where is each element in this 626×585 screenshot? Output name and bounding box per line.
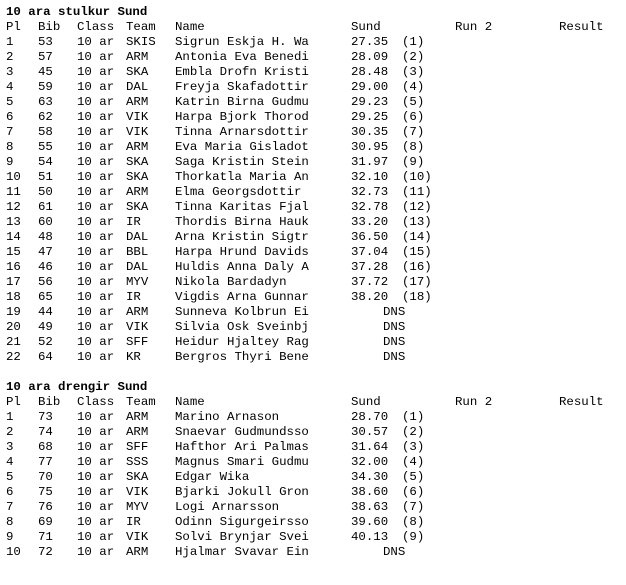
- cell-pl: 8: [6, 140, 14, 154]
- cell-name: Huldis Anna Daly A: [175, 260, 309, 274]
- cell-time: 31.64: [351, 440, 389, 454]
- cell-bib: 45: [38, 65, 53, 79]
- cell-bib: 52: [38, 335, 53, 349]
- table-row: [6, 455, 620, 470]
- header-class: Class: [77, 395, 115, 409]
- cell-name: Harpa Bjork Thorod: [175, 110, 309, 124]
- table-row: [6, 155, 620, 170]
- cell-bib: 49: [38, 320, 53, 334]
- cell-class: 10 ar: [77, 545, 115, 559]
- cell-rank: (1): [402, 35, 425, 49]
- table-row: [6, 125, 620, 140]
- cell-class: 10 ar: [77, 320, 115, 334]
- cell-time: 32.73: [351, 185, 389, 199]
- cell-time: 37.72: [351, 275, 389, 289]
- cell-class: 10 ar: [77, 230, 115, 244]
- cell-time: 29.00: [351, 80, 389, 94]
- cell-team: SKA: [126, 65, 149, 79]
- cell-bib: 48: [38, 230, 53, 244]
- cell-team: SSS: [126, 455, 149, 469]
- cell-pl: 3: [6, 65, 14, 79]
- table-row: [6, 185, 620, 200]
- cell-name: Freyja Skafadottir: [175, 80, 309, 94]
- cell-team: ARM: [126, 410, 149, 424]
- cell-name: Sigrun Eskja H. Wa: [175, 35, 309, 49]
- cell-team: ARM: [126, 185, 149, 199]
- cell-rank: (12): [402, 200, 432, 214]
- cell-bib: 50: [38, 185, 53, 199]
- header-team: Team: [126, 20, 156, 34]
- cell-dns: DNS: [383, 320, 406, 334]
- cell-pl: 8: [6, 515, 14, 529]
- cell-time: 38.63: [351, 500, 389, 514]
- cell-rank: (1): [402, 410, 425, 424]
- cell-class: 10 ar: [77, 530, 115, 544]
- cell-name: Elma Georgsdottir: [175, 185, 302, 199]
- cell-class: 10 ar: [77, 335, 115, 349]
- cell-pl: 17: [6, 275, 21, 289]
- cell-class: 10 ar: [77, 290, 115, 304]
- table-row: [6, 410, 620, 425]
- table-row: [6, 500, 620, 515]
- cell-name: Odinn Sigurgeirsso: [175, 515, 309, 529]
- cell-team: DAL: [126, 260, 149, 274]
- table-row: [6, 95, 620, 110]
- cell-class: 10 ar: [77, 215, 115, 229]
- table-row: [6, 545, 620, 560]
- cell-class: 10 ar: [77, 275, 115, 289]
- cell-time: 29.25: [351, 110, 389, 124]
- cell-time: 29.23: [351, 95, 389, 109]
- cell-pl: 6: [6, 485, 14, 499]
- header-class: Class: [77, 20, 115, 34]
- header-bib: Bib: [38, 20, 61, 34]
- cell-pl: 2: [6, 425, 14, 439]
- cell-rank: (4): [402, 455, 425, 469]
- cell-class: 10 ar: [77, 470, 115, 484]
- cell-bib: 62: [38, 110, 53, 124]
- table-row: [6, 80, 620, 95]
- cell-name: Magnus Smari Gudmu: [175, 455, 309, 469]
- cell-pl: 7: [6, 125, 14, 139]
- cell-class: 10 ar: [77, 515, 115, 529]
- cell-team: MYV: [126, 275, 149, 289]
- cell-time: 31.97: [351, 155, 389, 169]
- cell-pl: 13: [6, 215, 21, 229]
- cell-name: Thorkatla Maria An: [175, 170, 309, 184]
- cell-class: 10 ar: [77, 35, 115, 49]
- cell-name: Tinna Karitas Fjal: [175, 200, 309, 214]
- cell-pl: 9: [6, 530, 14, 544]
- cell-time: 34.30: [351, 470, 389, 484]
- cell-team: SKA: [126, 170, 149, 184]
- cell-pl: 16: [6, 260, 21, 274]
- cell-team: IR: [126, 515, 141, 529]
- cell-class: 10 ar: [77, 170, 115, 184]
- table-row: [6, 350, 620, 365]
- cell-class: 10 ar: [77, 485, 115, 499]
- cell-pl: 20: [6, 320, 21, 334]
- cell-time: 37.04: [351, 245, 389, 259]
- cell-pl: 6: [6, 110, 14, 124]
- table-row: [6, 470, 620, 485]
- cell-rank: (8): [402, 515, 425, 529]
- cell-class: 10 ar: [77, 140, 115, 154]
- cell-team: SKIS: [126, 35, 156, 49]
- table-row: [6, 515, 620, 530]
- table-row: [6, 440, 620, 455]
- cell-pl: 1: [6, 410, 14, 424]
- table-row: [6, 335, 620, 350]
- cell-pl: 2: [6, 50, 14, 64]
- cell-rank: (2): [402, 425, 425, 439]
- cell-rank: (10): [402, 170, 432, 184]
- cell-class: 10 ar: [77, 260, 115, 274]
- table-header: [6, 20, 620, 35]
- cell-bib: 65: [38, 290, 53, 304]
- cell-name: Nikola Bardadyn: [175, 275, 287, 289]
- header-name: Name: [175, 395, 205, 409]
- cell-rank: (3): [402, 65, 425, 79]
- cell-dns: DNS: [383, 305, 406, 319]
- cell-class: 10 ar: [77, 200, 115, 214]
- cell-class: 10 ar: [77, 50, 115, 64]
- cell-pl: 11: [6, 185, 21, 199]
- cell-rank: (9): [402, 155, 425, 169]
- cell-pl: 22: [6, 350, 21, 364]
- cell-class: 10 ar: [77, 95, 115, 109]
- cell-time: 32.10: [351, 170, 389, 184]
- cell-time: 40.13: [351, 530, 389, 544]
- cell-rank: (11): [402, 185, 432, 199]
- table-row: [6, 485, 620, 500]
- cell-pl: 18: [6, 290, 21, 304]
- cell-bib: 64: [38, 350, 53, 364]
- cell-name: Solvi Brynjar Svei: [175, 530, 309, 544]
- table-row: [6, 215, 620, 230]
- cell-bib: 77: [38, 455, 53, 469]
- cell-time: 28.70: [351, 410, 389, 424]
- cell-class: 10 ar: [77, 440, 115, 454]
- cell-team: IR: [126, 290, 141, 304]
- cell-team: DAL: [126, 230, 149, 244]
- cell-team: SFF: [126, 335, 149, 349]
- cell-name: Hafthor Ari Palmas: [175, 440, 309, 454]
- cell-rank: (7): [402, 125, 425, 139]
- cell-time: 32.00: [351, 455, 389, 469]
- cell-time: 27.35: [351, 35, 389, 49]
- cell-pl: 9: [6, 155, 14, 169]
- cell-class: 10 ar: [77, 425, 115, 439]
- cell-team: SKA: [126, 470, 149, 484]
- cell-pl: 5: [6, 95, 14, 109]
- table-row: [6, 200, 620, 215]
- cell-bib: 58: [38, 125, 53, 139]
- cell-team: MYV: [126, 500, 149, 514]
- cell-bib: 63: [38, 95, 53, 109]
- cell-name: Heidur Hjaltey Rag: [175, 335, 309, 349]
- cell-bib: 54: [38, 155, 53, 169]
- cell-bib: 53: [38, 35, 53, 49]
- cell-pl: 7: [6, 500, 14, 514]
- cell-name: Bjarki Jokull Gron: [175, 485, 309, 499]
- cell-pl: 10: [6, 545, 21, 559]
- cell-rank: (8): [402, 140, 425, 154]
- cell-bib: 59: [38, 80, 53, 94]
- cell-team: DAL: [126, 80, 149, 94]
- table-row: [6, 230, 620, 245]
- cell-bib: 68: [38, 440, 53, 454]
- cell-name: Embla Drofn Kristi: [175, 65, 309, 79]
- cell-team: VIK: [126, 530, 149, 544]
- cell-rank: (18): [402, 290, 432, 304]
- table-row: [6, 170, 620, 185]
- cell-rank: (14): [402, 230, 432, 244]
- cell-team: ARM: [126, 545, 149, 559]
- cell-time: 32.78: [351, 200, 389, 214]
- cell-pl: 21: [6, 335, 21, 349]
- cell-class: 10 ar: [77, 245, 115, 259]
- cell-name: Marino Arnason: [175, 410, 280, 424]
- cell-time: 38.60: [351, 485, 389, 499]
- cell-team: VIK: [126, 125, 149, 139]
- cell-pl: 5: [6, 470, 14, 484]
- cell-dns: DNS: [383, 350, 406, 364]
- cell-team: VIK: [126, 320, 149, 334]
- results-section: [6, 380, 620, 560]
- cell-dns: DNS: [383, 335, 406, 349]
- cell-pl: 15: [6, 245, 21, 259]
- cell-bib: 47: [38, 245, 53, 259]
- cell-name: Tinna Arnarsdottir: [175, 125, 309, 139]
- table-row: [6, 305, 620, 320]
- cell-rank: (16): [402, 260, 432, 274]
- cell-bib: 70: [38, 470, 53, 484]
- cell-time: 30.57: [351, 425, 389, 439]
- cell-class: 10 ar: [77, 125, 115, 139]
- cell-time: 38.20: [351, 290, 389, 304]
- cell-pl: 4: [6, 455, 14, 469]
- table-row: [6, 140, 620, 155]
- cell-class: 10 ar: [77, 410, 115, 424]
- table-row: [6, 275, 620, 290]
- cell-name: Antonia Eva Benedi: [175, 50, 309, 64]
- cell-rank: (15): [402, 245, 432, 259]
- table-row: [6, 35, 620, 50]
- cell-name: Katrin Birna Gudmu: [175, 95, 309, 109]
- cell-class: 10 ar: [77, 65, 115, 79]
- cell-bib: 75: [38, 485, 53, 499]
- cell-rank: (17): [402, 275, 432, 289]
- cell-name: Hjalmar Svavar Ein: [175, 545, 309, 559]
- table-row: [6, 260, 620, 275]
- header-run2: Run 2: [455, 395, 493, 409]
- results-page: [6, 5, 620, 560]
- cell-name: Vigdis Arna Gunnar: [175, 290, 309, 304]
- cell-pl: 12: [6, 200, 21, 214]
- cell-bib: 57: [38, 50, 53, 64]
- cell-team: VIK: [126, 110, 149, 124]
- cell-time: 30.35: [351, 125, 389, 139]
- cell-team: ARM: [126, 305, 149, 319]
- cell-name: Logi Arnarsson: [175, 500, 280, 514]
- cell-time: 33.20: [351, 215, 389, 229]
- cell-class: 10 ar: [77, 305, 115, 319]
- cell-class: 10 ar: [77, 500, 115, 514]
- cell-pl: 19: [6, 305, 21, 319]
- cell-team: ARM: [126, 95, 149, 109]
- cell-team: ARM: [126, 50, 149, 64]
- section-title: 10 ara drengir Sund: [6, 380, 148, 394]
- table-row: [6, 110, 620, 125]
- cell-rank: (13): [402, 215, 432, 229]
- table-row: [6, 320, 620, 335]
- cell-pl: 4: [6, 80, 14, 94]
- cell-bib: 44: [38, 305, 53, 319]
- cell-team: ARM: [126, 140, 149, 154]
- table-row: [6, 290, 620, 305]
- cell-class: 10 ar: [77, 185, 115, 199]
- cell-name: Eva Maria Gisladot: [175, 140, 309, 154]
- header-sund: Sund: [351, 395, 381, 409]
- cell-name: Thordis Birna Hauk: [175, 215, 309, 229]
- cell-bib: 46: [38, 260, 53, 274]
- header-run2: Run 2: [455, 20, 493, 34]
- cell-class: 10 ar: [77, 155, 115, 169]
- cell-pl: 10: [6, 170, 21, 184]
- cell-time: 39.60: [351, 515, 389, 529]
- cell-time: 36.50: [351, 230, 389, 244]
- cell-name: Bergros Thyri Bene: [175, 350, 309, 364]
- header-result: Result: [559, 20, 604, 34]
- cell-bib: 72: [38, 545, 53, 559]
- cell-rank: (2): [402, 50, 425, 64]
- cell-name: Snaevar Gudmundsso: [175, 425, 309, 439]
- cell-dns: DNS: [383, 545, 406, 559]
- cell-bib: 61: [38, 200, 53, 214]
- cell-bib: 56: [38, 275, 53, 289]
- cell-team: KR: [126, 350, 141, 364]
- header-pl: Pl: [6, 395, 21, 409]
- cell-bib: 60: [38, 215, 53, 229]
- header-bib: Bib: [38, 395, 61, 409]
- results-section: [6, 5, 620, 365]
- table-header: [6, 395, 620, 410]
- cell-pl: 1: [6, 35, 14, 49]
- cell-team: IR: [126, 215, 141, 229]
- cell-team: BBL: [126, 245, 149, 259]
- cell-rank: (3): [402, 440, 425, 454]
- cell-pl: 3: [6, 440, 14, 454]
- cell-class: 10 ar: [77, 455, 115, 469]
- cell-rank: (6): [402, 485, 425, 499]
- cell-bib: 74: [38, 425, 53, 439]
- cell-bib: 69: [38, 515, 53, 529]
- cell-time: 37.28: [351, 260, 389, 274]
- cell-class: 10 ar: [77, 110, 115, 124]
- header-team: Team: [126, 395, 156, 409]
- table-row: [6, 425, 620, 440]
- table-row: [6, 530, 620, 545]
- cell-name: Arna Kristin Sigtr: [175, 230, 309, 244]
- cell-rank: (9): [402, 530, 425, 544]
- cell-name: Saga Kristin Stein: [175, 155, 309, 169]
- cell-bib: 76: [38, 500, 53, 514]
- cell-rank: (5): [402, 95, 425, 109]
- cell-bib: 73: [38, 410, 53, 424]
- cell-time: 30.95: [351, 140, 389, 154]
- cell-team: SKA: [126, 155, 149, 169]
- header-pl: Pl: [6, 20, 21, 34]
- section-title: 10 ara stulkur Sund: [6, 5, 148, 19]
- cell-class: 10 ar: [77, 350, 115, 364]
- cell-bib: 55: [38, 140, 53, 154]
- cell-rank: (7): [402, 500, 425, 514]
- cell-name: Harpa Hrund Davids: [175, 245, 309, 259]
- cell-time: 28.09: [351, 50, 389, 64]
- cell-bib: 51: [38, 170, 53, 184]
- table-row: [6, 65, 620, 80]
- cell-rank: (5): [402, 470, 425, 484]
- cell-bib: 71: [38, 530, 53, 544]
- cell-team: SKA: [126, 200, 149, 214]
- header-sund: Sund: [351, 20, 381, 34]
- cell-team: SFF: [126, 440, 149, 454]
- cell-team: ARM: [126, 425, 149, 439]
- header-result: Result: [559, 395, 604, 409]
- cell-team: VIK: [126, 485, 149, 499]
- header-name: Name: [175, 20, 205, 34]
- table-row: [6, 50, 620, 65]
- cell-rank: (6): [402, 110, 425, 124]
- cell-pl: 14: [6, 230, 21, 244]
- cell-class: 10 ar: [77, 80, 115, 94]
- cell-name: Sunneva Kolbrun Ei: [175, 305, 309, 319]
- cell-rank: (4): [402, 80, 425, 94]
- table-row: [6, 245, 620, 260]
- cell-name: Edgar Wika: [175, 470, 250, 484]
- cell-time: 28.48: [351, 65, 389, 79]
- cell-name: Silvia Osk Sveinbj: [175, 320, 309, 334]
